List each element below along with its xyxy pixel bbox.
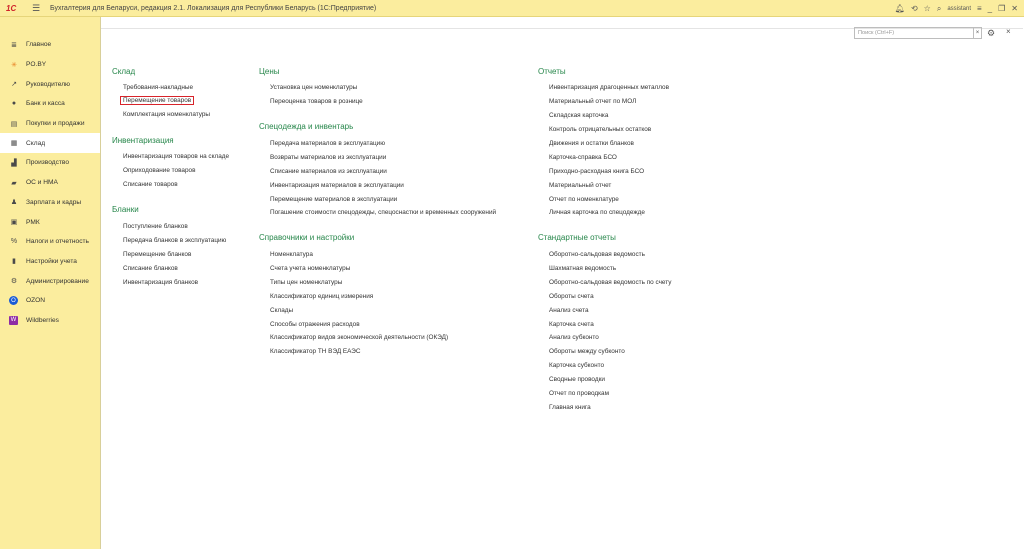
link-inventarizaciya-tovarov[interactable]: Инвентаризация товаров на складе <box>123 153 230 160</box>
link-vozvraty-materialov[interactable]: Возвраты материалов из эксплуатации <box>270 154 387 161</box>
link-std-5[interactable]: Карточка счета <box>549 321 594 328</box>
link-peremeshchenie-blankov[interactable]: Перемещение бланков <box>123 251 192 258</box>
link-std-11[interactable]: Главная книга <box>549 404 591 411</box>
coin-icon: ● <box>11 100 17 108</box>
section-title-otchety: Отчеты <box>538 67 566 76</box>
link-inventarizaciya-materialov[interactable]: Инвентаризация материалов в эксплуатации <box>270 182 404 189</box>
link-trebovaniya[interactable]: Требования-накладные <box>123 84 193 91</box>
link-std-10[interactable]: Отчет по проводкам <box>549 390 609 397</box>
sidebar-item-bank[interactable]: ● Банк и касса <box>0 94 100 114</box>
sidebar-item-pos[interactable]: ▣ РМК <box>0 212 100 232</box>
section-title-blanki: Бланки <box>112 205 139 214</box>
list-icon: ≣ <box>11 41 17 49</box>
menu-icon[interactable]: ☰ <box>31 2 41 13</box>
link-report-0[interactable]: Инвентаризация драгоценных металлов <box>549 84 669 91</box>
link-scheta-ucheta[interactable]: Счета учета номенклатуры <box>270 265 351 272</box>
title-bar <box>0 0 1024 17</box>
sidebar-item-salary[interactable]: ♟ Зарплата и кадры <box>0 193 100 213</box>
section-title-sklad: Склад <box>112 67 136 76</box>
sidebar <box>0 35 100 330</box>
cart-icon: ▤ <box>10 120 18 128</box>
app-title: Бухгалтерия для Беларуси, редакция 2.1. Локализация для Республики Беларусь (1С:Предприятие) <box>50 4 377 12</box>
star-icon[interactable]: ☆ <box>923 4 931 13</box>
link-std-8[interactable]: Карточка субконто <box>549 362 605 369</box>
link-report-6[interactable]: Приходно-расходная книга БСО <box>549 168 645 175</box>
bell-icon[interactable]: 🔔︎ <box>894 4 905 13</box>
settings-menu-icon[interactable]: ≡ <box>977 4 982 13</box>
app-logo: 1С <box>6 3 17 13</box>
history-icon[interactable]: ⟲ <box>910 4 918 13</box>
sidebar-item-ozon[interactable]: O OZON <box>0 291 100 311</box>
link-std-2[interactable]: Оборотно-сальдовая ведомость по счету <box>549 279 672 286</box>
main-content <box>100 17 1024 549</box>
register-icon: ▣ <box>10 219 18 227</box>
section-title-spravochniki: Справочники и настройки <box>259 233 355 242</box>
sidebar-item-manager[interactable]: ↗ Руководителю <box>0 74 100 94</box>
sidebar-item-production[interactable]: ▟ Производство <box>0 153 100 173</box>
link-tn-ved[interactable]: Классификатор ТН ВЭД ЕАЭС <box>270 348 361 355</box>
link-peremeshchenie-materialov[interactable]: Перемещение материалов в эксплуатации <box>270 196 398 203</box>
link-sklady[interactable]: Склады <box>270 307 294 314</box>
link-report-1[interactable]: Материальный отчет по МОЛ <box>549 98 637 105</box>
link-sposoby-otrazheniya[interactable]: Способы отражения расходов <box>270 321 360 328</box>
link-std-3[interactable]: Обороты счета <box>549 293 594 300</box>
search-input[interactable]: Поиск (Ctrl+F) <box>854 27 974 39</box>
link-ustanovka-cen[interactable]: Установка цен номенклатуры <box>270 84 358 91</box>
sidebar-item-wildberries[interactable]: W Wildberries <box>10 316 59 324</box>
link-report-2[interactable]: Складская карточка <box>549 112 609 119</box>
link-peredacha-materialov[interactable]: Передача материалов в эксплуатацию <box>270 140 385 147</box>
link-pereocenka[interactable]: Переоценка товаров в рознице <box>270 98 363 105</box>
sidebar-item-warehouse[interactable]: ▦ Склад <box>0 133 100 153</box>
link-inventarizaciya-blankov[interactable]: Инвентаризация бланков <box>123 279 199 286</box>
section-title-standard: Стандартные отчеты <box>538 233 616 242</box>
link-spisanie-tovarov[interactable]: Списание товаров <box>123 181 178 188</box>
link-pogashenie-stoimosti[interactable]: Погашение стоимости спецодежды, спецоснастки и временных сооружений <box>270 209 497 216</box>
minimize-icon[interactable]: _ <box>987 4 993 13</box>
link-report-4[interactable]: Движения и остатки бланков <box>549 140 634 147</box>
link-std-1[interactable]: Шахматная ведомость <box>549 265 617 272</box>
search-icon[interactable]: ⌕ <box>936 3 942 13</box>
link-report-3[interactable]: Контроль отрицательных остатков <box>549 126 652 133</box>
close-window-icon[interactable]: ✕ <box>1011 4 1018 13</box>
link-spisanie-blankov[interactable]: Списание бланков <box>123 265 178 272</box>
sidebar-item-poby[interactable]: ✳ PO.BY <box>0 55 100 75</box>
section-title-inventarizaciya: Инвентаризация <box>112 136 174 145</box>
link-peredacha-blankov[interactable]: Передача бланков в эксплуатацию <box>123 237 227 244</box>
link-komplektaciya[interactable]: Комплектация номенклатуры <box>123 111 210 118</box>
link-postuplenie-blankov[interactable]: Поступление бланков <box>123 223 188 230</box>
link-oprihodovanie[interactable]: Оприходование товаров <box>123 167 196 174</box>
book-icon: ▮ <box>12 258 16 266</box>
sidebar-item-admin[interactable]: ⚙ Администрирование <box>0 271 100 291</box>
title-actions <box>895 0 1018 17</box>
warehouse-icon: ▦ <box>10 140 18 148</box>
wildberries-icon: W <box>10 317 17 324</box>
link-std-9[interactable]: Сводные проводки <box>549 376 605 383</box>
section-title-specodezhda: Спецодежда и инвентарь <box>259 122 354 131</box>
link-report-8[interactable]: Отчет по номенклатуре <box>549 196 619 203</box>
link-peremeshchenie-tovarov[interactable]: Перемещение товаров <box>120 96 194 105</box>
link-std-7[interactable]: Обороты между субконто <box>549 348 625 355</box>
trend-icon: ↗ <box>11 81 17 89</box>
link-std-4[interactable]: Анализ счета <box>549 307 589 314</box>
link-tipy-cen[interactable]: Типы цен номенклатуры <box>270 279 343 286</box>
sidebar-item-taxes[interactable]: % Налоги и отчетность <box>0 232 100 252</box>
sidebar-item-accounting-settings[interactable]: ▮ Настройки учета <box>0 252 100 272</box>
gear-icon: ⚙ <box>10 278 18 286</box>
close-icon[interactable]: × <box>1006 27 1011 36</box>
ozon-icon: O <box>9 296 18 305</box>
user-name[interactable]: assistant <box>947 5 971 12</box>
section-title-ceny: Цены <box>259 67 280 76</box>
gear-icon[interactable]: ⚙ <box>987 28 996 38</box>
link-report-5[interactable]: Карточка-справка БСО <box>549 154 617 161</box>
link-klassifikator-edinic[interactable]: Классификатор единиц измерения <box>270 293 374 300</box>
link-report-7[interactable]: Материальный отчет <box>549 182 612 189</box>
asterisk-icon: ✳ <box>11 61 17 69</box>
link-oked[interactable]: Классификатор видов экономической деятельности (ОКЭД) <box>270 334 449 341</box>
factory-icon: ▟ <box>11 159 17 167</box>
sidebar-item-main[interactable]: ≣ Главное <box>0 35 100 55</box>
link-nomenklatura[interactable]: Номенклатура <box>270 251 313 258</box>
truck-icon: ▰ <box>11 179 17 187</box>
person-icon: ♟ <box>10 199 18 207</box>
link-spisanie-materialov[interactable]: Списание материалов из эксплуатации <box>270 168 387 175</box>
percent-icon: % <box>10 238 18 246</box>
sidebar-item-purchases[interactable]: ▤ Покупки и продажи <box>0 114 100 134</box>
link-std-0[interactable]: Оборотно-сальдовая ведомость <box>549 251 645 258</box>
clear-search-icon[interactable]: × <box>974 27 982 39</box>
sidebar-item-assets[interactable]: ▰ ОС и НМА <box>0 173 100 193</box>
link-report-9[interactable]: Личная карточка по спецодежде <box>549 209 645 216</box>
link-std-6[interactable]: Анализ субконто <box>549 334 599 341</box>
restore-icon[interactable]: ❐ <box>998 4 1006 13</box>
